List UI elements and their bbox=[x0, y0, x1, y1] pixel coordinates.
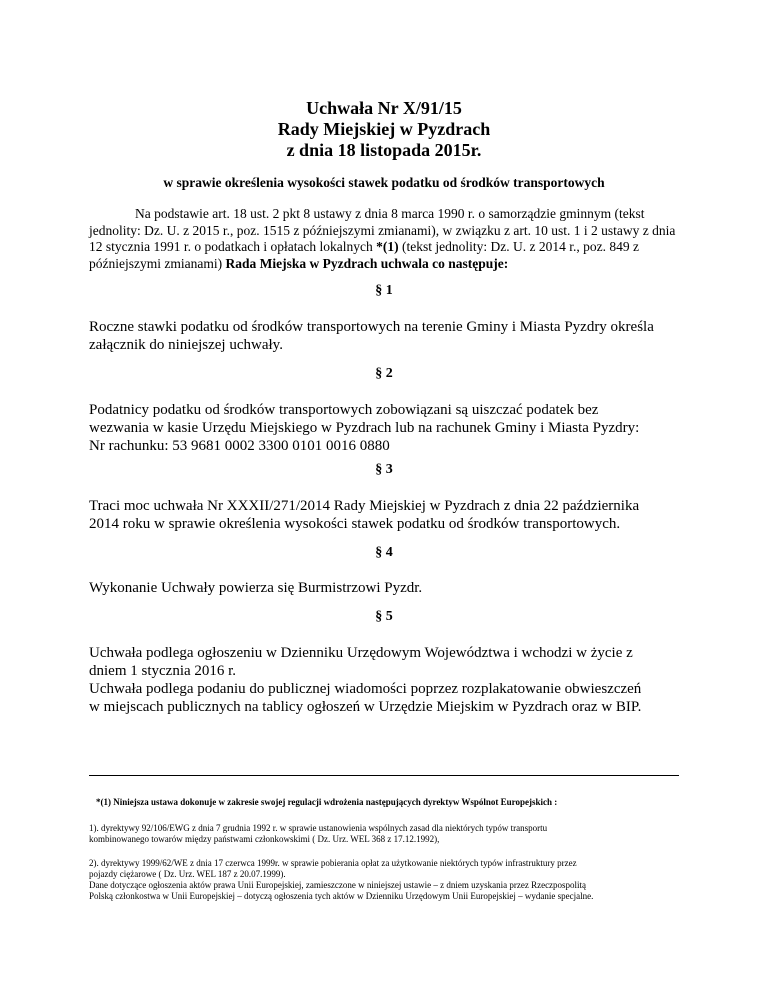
section-2-line: Nr rachunku: 53 9681 0002 3300 0101 0016 0880 bbox=[89, 438, 390, 454]
section-5-line: w miejscach publicznych na tablicy ogłoszeń w Urzędzie Miejskim w Pyzdrach oraz w BIP. bbox=[89, 699, 642, 715]
section-body-5 bbox=[89, 644, 689, 716]
section-heading-2: § 2 bbox=[375, 366, 393, 381]
footnote-item-2 bbox=[89, 858, 689, 902]
section-body-4 bbox=[89, 579, 689, 597]
section-2-line: wezwania w kasie Urzędu Miejskiego w Pyzdrach lub na rachunek Gminy i Miasta Pyzdry: bbox=[89, 420, 640, 436]
footnote-line: pojazdy ciężarowe ( Dz. Urz. WEL 187 z 20.07.1999). bbox=[89, 869, 286, 879]
section-body-3 bbox=[89, 497, 689, 533]
document-subject: w sprawie określenia wysokości stawek podatku od środków transportowych bbox=[163, 175, 605, 190]
section-body-2 bbox=[89, 401, 689, 455]
section-5-line: dniem 1 stycznia 2016 r. bbox=[89, 663, 237, 679]
title-line-2: Rady Miejskiej w Pyzdrach bbox=[277, 119, 491, 139]
footnote-line: Polską członkostwa w Unii Europejskiej – dotyczą ogłoszenia tych aktów w Dzienniku Urzędowym Unii Europejskiej – wydanie specjalne. bbox=[89, 891, 594, 901]
section-heading-1: § 1 bbox=[375, 283, 393, 298]
section-1-line: Roczne stawki podatku od środków transportowych na terenie Gminy i Miasta Pyzdry określa bbox=[89, 319, 654, 335]
section-body-1 bbox=[89, 318, 689, 354]
preamble-text: Na podstawie art. 18 ust. 2 pkt 8 ustawy z dnia 8 marca 1990 r. o samorządzie gminnym (tekst jednolity: Dz. U. z 2015 r., poz. 1515 z późniejszymi zmianami), w związku z art. 10 ust. 1 i 2 ustawy z dnia 12 stycznia 1991 r. o podatkach i opłatach lokalnych bbox=[89, 206, 676, 254]
footnote-line: 1). dyrektywy 92/106/EWG z dnia 7 grudnia 1992 r. w sprawie ustanowienia wspólnych zasad dla niektórych typów transportu bbox=[89, 823, 548, 833]
preamble bbox=[89, 206, 689, 272]
section-heading-5: § 5 bbox=[375, 609, 393, 624]
section-3-line: 2014 roku w sprawie określenia wysokości stawek podatku od środków transportowych. bbox=[89, 516, 621, 532]
footnote-line: 2). dyrektywy 1999/62/WE z dnia 17 czerwca 1999r. w sprawie pobierania opłat za użytkowanie niektórych typów infrastruktury przez bbox=[89, 858, 577, 868]
section-4-line: Wykonanie Uchwały powierza się Burmistrzowi Pyzdr. bbox=[89, 580, 423, 596]
preamble-enactment: Rada Miejska w Pyzdrach uchwala co następuje: bbox=[225, 255, 509, 271]
section-5-line: Uchwała podlega podaniu do publicznej wiadomości poprzez rozplakatowanie obwieszczeń bbox=[89, 681, 642, 697]
preamble-text-2: (tekst jednolity: Dz. U. z 2014 r., poz. 849 z późniejszymi zmianami) bbox=[89, 239, 640, 271]
footnote-line: Dane dotyczące ogłoszenia aktów prawa Unii Europejskiej, zamieszczone w niniejszej ustawie – z dniem uzyskania przez Rzeczpospolitą bbox=[89, 880, 587, 890]
section-5-line: Uchwała podlega ogłoszeniu w Dzienniku Urzędowym Województwa i wchodzi w życie z bbox=[89, 645, 633, 661]
title-line-3: z dnia 18 listopada 2015r. bbox=[286, 140, 482, 160]
footnote-item-1 bbox=[89, 823, 689, 845]
document-title bbox=[0, 98, 768, 161]
title-line-1: Uchwała Nr X/91/15 bbox=[306, 98, 462, 118]
preamble-ref: *(1) bbox=[376, 239, 399, 254]
footnote-divider bbox=[89, 775, 679, 776]
section-1-line: załącznik do niniejszej uchwały. bbox=[89, 337, 283, 353]
section-heading-4: § 4 bbox=[375, 545, 393, 560]
section-2-line: Podatnicy podatku od środków transportowych zobowiązani są uiszczać podatek bez bbox=[89, 402, 599, 418]
section-3-line: Traci moc uchwała Nr XXXII/271/2014 Rady Miejskiej w Pyzdrach z dnia 22 października bbox=[89, 498, 640, 514]
section-heading-3: § 3 bbox=[375, 462, 393, 477]
footnote-header: *(1) Niniejsza ustawa dokonuje w zakresie swojej regulacji wdrożenia następujących dyrektyw Wspólnot Europejskich : bbox=[96, 797, 558, 807]
footnote-line: kombinowanego towarów między państwami członkowskimi ( Dz. Urz. WEL 368 z 17.12.1992), bbox=[89, 834, 440, 844]
